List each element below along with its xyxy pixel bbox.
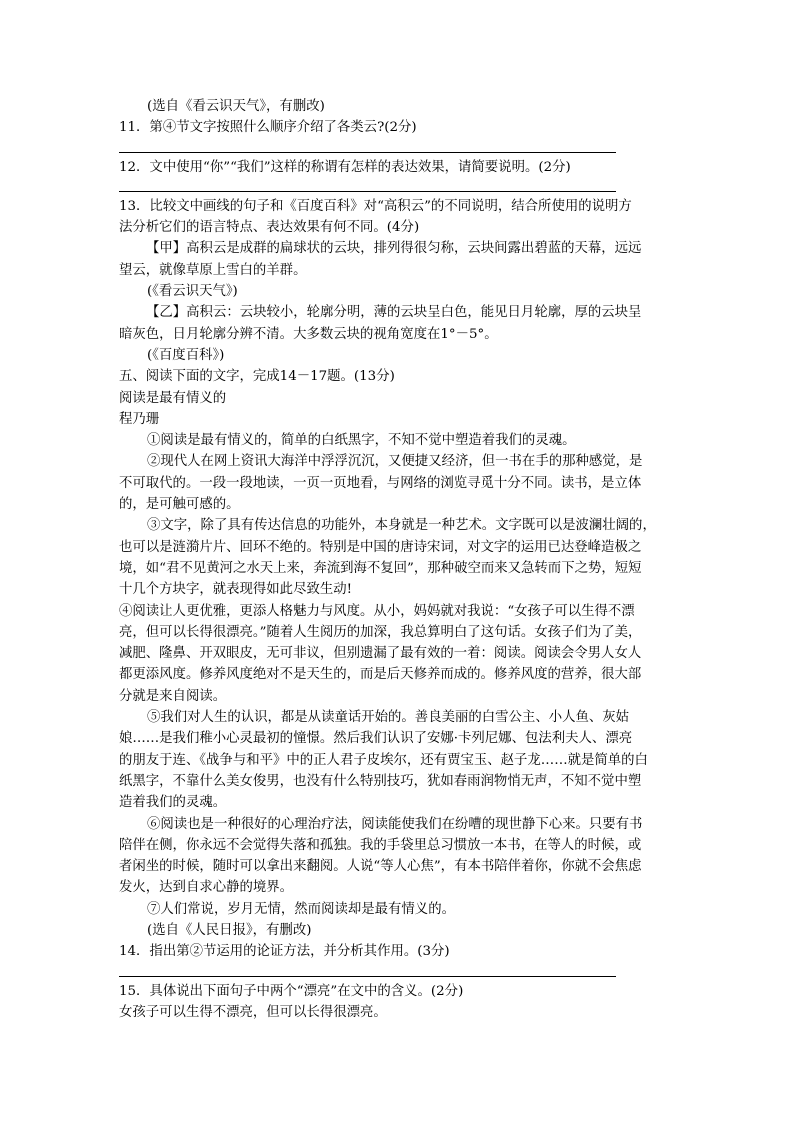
excerpt-yi-source: (《百度百科》)	[147, 347, 225, 363]
paragraph-line: 都更添风度。修养风度绝对不是天生的，而是后天修养而成的。修养风度的营养，很大部	[119, 667, 642, 683]
paragraph-line: 娘……是我们稚小心灵最初的憧憬。然后我们认识了安娜·卡列尼娜、包法利夫人、漂亮	[119, 731, 633, 747]
paragraph-line: 纸黑字，不靠什么美女俊男，也没有什么特别技巧，犹如春雨润物悄无声，不知不觉中塑	[119, 773, 642, 789]
question-14: 14．指出第②节运用的论证方法，并分析其作用。(3分)	[119, 944, 450, 960]
paragraph-line: 境，如“君不见黄河之水天上来，奔流到海不复回”，那种破空而来又急转而下之势，短短	[119, 560, 642, 576]
question-12: 12．文中使用“你”“我们”这样的称谓有怎样的表达效果，请简要说明。(2分)	[119, 159, 571, 175]
paragraph-line: ④阅读让人更优雅，更添人格魅力与风度。从小，妈妈就对我说：“女孩子可以生得不漂	[119, 603, 635, 619]
paragraph-line: 不可取代的。一段一段地读，一页一页地看，与网络的浏览寻觅十分不同。读书，是立体	[119, 475, 642, 491]
paragraph-line: 发火，达到自求心静的境界。	[119, 880, 294, 896]
question-11: 11．第④节文字按照什么顺序介绍了各类云?(2分)	[119, 120, 417, 136]
paragraph-line: 造着我们的灵魂。	[119, 795, 227, 811]
paragraph-line: ②现代人在网上资讯大海洋中浮浮沉沉，又便捷又经济，但一书在手的那种感觉，是	[147, 454, 643, 470]
paragraph-line: 陪伴在侧，你永远不会觉得失落和孤独。我的手袋里总习惯放一本书，在等人的时候，或	[119, 837, 642, 853]
paragraph-line: 的，是可触可感的。	[119, 497, 240, 513]
paragraph-line: 亮，但可以长得很漂亮。”随着人生阅历的加深，我总算明白了这句话。女孩子们为了美，	[119, 624, 642, 640]
excerpt-yi: 暗灰色，日月轮廓分辨不清。大多数云块的视角宽度在1°－5°。	[119, 326, 498, 342]
question-15-sentence: 女孩子可以生得不漂亮，但可以长得很漂亮。	[119, 1004, 387, 1020]
paragraph-3	[119, 515, 679, 600]
paragraph-line: 者闲坐的时候，随时可以拿出来翻阅。人说“等人心焦”，有本书陪伴着你，你就不会焦虑	[119, 859, 642, 875]
paragraph-line: ⑦人们常说，岁月无情，然而阅读却是最有情义的。	[147, 901, 455, 917]
answer-line	[119, 976, 616, 977]
paragraph-line: ③文字，除了具有传达信息的功能外，本身就是一种艺术。文字既可以是波澜壮阔的，	[147, 518, 656, 534]
excerpt-yi: 【乙】高积云：云块较小，轮廓分明，薄的云块呈白色，能见日月轮廓，厚的云块呈	[146, 305, 642, 321]
paragraph-line: 的朋友于连、《战争与和平》中的正人君子皮埃尔，还有贾宝玉、赵子龙……就是简单的白	[119, 752, 648, 768]
paragraph-line: 十几个方块字，就表现得如此尽致生动!	[119, 582, 353, 598]
paragraph-line: ①阅读是最有情义的，简单的白纸黑字，不知不觉中塑造着我们的灵魂。	[147, 433, 576, 449]
section-heading: 五、阅读下面的文字，完成14－17题。(13分)	[119, 369, 395, 385]
question-13-line: 13．比较文中画线的句子和《百度百科》对“高积云”的不同说明，结合所使用的说明方	[119, 198, 632, 214]
paragraph-2	[119, 451, 679, 515]
paragraph-line: 分就是来自阅读。	[119, 688, 227, 704]
paragraph-line: ⑥阅读也是一种很好的心理治疗法，阅读能使我们在纷嘈的现世静下心来。只要有书	[147, 816, 643, 832]
excerpt-jia-source: (《看云识天气》)	[147, 284, 238, 300]
document-page	[119, 96, 679, 1023]
paragraph-1	[119, 430, 679, 451]
article-author: 程乃珊	[119, 411, 160, 427]
paragraph-line: 减肥、隆鼻、开双眼皮，无可非议，但别遗漏了最有效的一着：阅读。阅读会令男人女人	[119, 646, 642, 662]
article-title: 阅读是最有情义的	[119, 390, 227, 406]
paragraph-5	[119, 707, 679, 813]
answer-line	[119, 191, 616, 192]
paragraph-line: ⑤我们对人生的认识，都是从读童话开始的。善良美丽的白雪公主、小人鱼、灰姑	[147, 710, 630, 726]
excerpt-jia: 【甲】高积云是成群的扁球状的云块，排列得很匀称，云块间露出碧蓝的天幕，远远	[146, 241, 642, 257]
question-13-line: 法分析它们的语言特点、表达效果有何不同。(4分)	[119, 220, 420, 236]
excerpt-jia: 望云，就像草原上雪白的羊群。	[119, 262, 307, 278]
paragraph-line: 也可以是涟漪片片、回环不绝的。特别是中国的唐诗宋词，对文字的运用已达登峰造极之	[119, 539, 642, 555]
paragraph-4	[119, 601, 679, 707]
source-note: (选自《看云识天气》，有删改)	[147, 99, 325, 114]
paragraph-7	[119, 899, 679, 920]
paragraph-6	[119, 814, 679, 899]
answer-line	[119, 152, 616, 153]
source-note: (选自《人民日报》，有删改)	[147, 922, 312, 938]
question-15: 15．具体说出下面句子中两个“漂亮”在文中的含义。(2分)	[119, 983, 464, 999]
question-13	[119, 196, 679, 366]
